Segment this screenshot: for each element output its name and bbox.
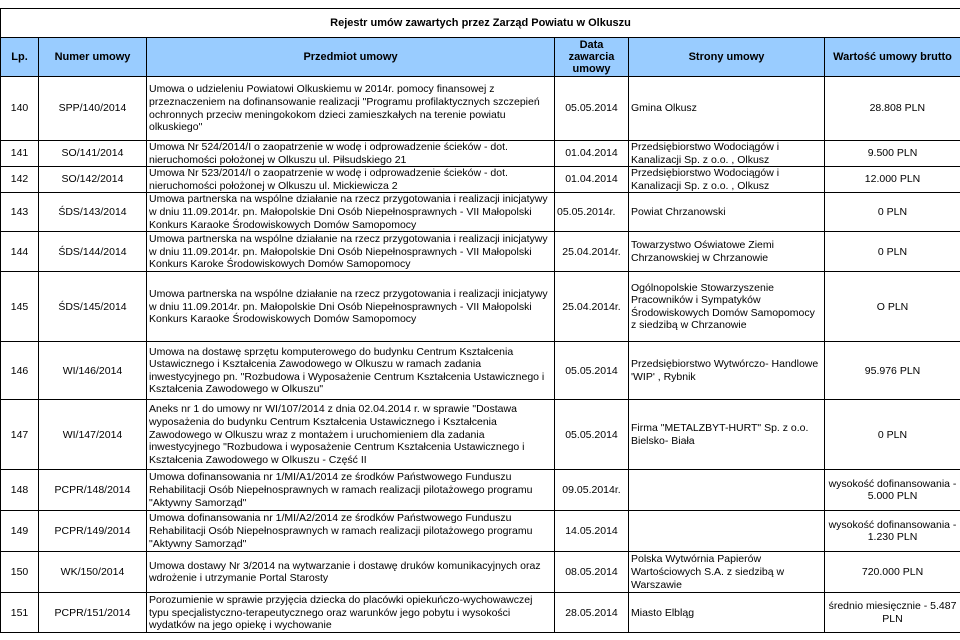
cell-strony: Przedsiębiorstwo Wodociągów i Kanalizacji Sp. z o.o. , Olkusz [629,167,825,193]
cell-przedmiot: Umowa dofinansowania nr 1/MI/A2/2014 ze środków Państwowego Funduszu Rehabilitacji Osób Niepełnosprawnych w ramach realizacji pilotażowego programu "Aktywny Samorząd" [147,511,555,552]
cell-strony: Miasto Elbląg [629,593,825,633]
cell-lp: 145 [1,272,39,342]
cell-wartosc: 0 PLN [825,193,960,232]
cell-numer: SO/141/2014 [39,141,147,167]
cell-wartosc: 9.500 PLN [825,141,960,167]
cell-data: 05.05.2014 [555,77,629,141]
cell-wartosc: 28.808 PLN [825,77,960,141]
cell-wartosc: 12.000 PLN [825,167,960,193]
table-row [1,342,960,400]
cell-data: 25.04.2014r. [555,272,629,342]
cell-strony: Powiat Chrzanowski [629,193,825,232]
cell-strony: Towarzystwo Oświatowe Ziemi Chrzanowskiej w Chrzanowie [629,232,825,272]
table-row [1,77,960,141]
table-row [1,552,960,593]
cell-data: 09.05.2014r. [555,470,629,511]
table-row [1,141,960,167]
cell-strony: Ogólnopolskie Stowarzyszenie Pracowników i Sympatyków Środowiskowych Domów Samopomocy z siedzibą w Chrzanowie [629,272,825,342]
cell-lp: 149 [1,511,39,552]
cell-numer: WI/146/2014 [39,342,147,400]
cell-data: 08.05.2014 [555,552,629,593]
cell-strony [629,470,825,511]
table-row [1,470,960,511]
cell-wartosc: średnio miesięcznie - 5.487 PLN [825,593,960,633]
cell-numer: ŚDS/144/2014 [39,232,147,272]
cell-lp: 141 [1,141,39,167]
cell-przedmiot: Umowa Nr 524/2014/I o zaopatrzenie w wodę i odprowadzenie ścieków - dot. nieruchomości położonej w Olkuszu ul. Piłsudskiego 21 [147,141,555,167]
cell-lp: 150 [1,552,39,593]
cell-numer: PCPR/149/2014 [39,511,147,552]
cell-data: 05.05.2014 [555,400,629,470]
cell-lp: 142 [1,167,39,193]
cell-lp: 147 [1,400,39,470]
cell-numer: PCPR/148/2014 [39,470,147,511]
cell-strony: Gmina Olkusz [629,77,825,141]
cell-data: 01.04.2014 [555,141,629,167]
cell-wartosc: wysokość dofinansowania - 5.000 PLN [825,470,960,511]
cell-przedmiot: Umowa na dostawę sprzętu komputerowego do budynku Centrum Kształcenia Ustawicznego i Kształcenia Zawodowego w Olkuszu w ramach zadania inwestycyjnego pn. "Rozbudowa i Wyposażenie Centrum Kształcenia Ustawicznego i Kształcenia Zawodowego w Olkuszu" [147,342,555,400]
col-header-strony: Strony umowy [629,38,825,77]
cell-przedmiot: Umowa partnerska na wspólne działanie na rzecz przygotowania i realizacji inicjatywy w dniu 11.09.2014r. pn. Małopolskie Dni Osób Niepełnosprawnych - VII Małopolski Konkurs Karoke Środowiskowych Domów Samopomocy [147,232,555,272]
table-row [1,232,960,272]
cell-data: 05.05.2014r. [555,193,629,232]
col-header-data: Data zawarcia umowy [555,38,629,77]
cell-wartosc: 0 PLN [825,232,960,272]
cell-data: 05.05.2014 [555,342,629,400]
cell-strony: Przedsiębiorstwo Wodociągów i Kanalizacji Sp. z o.o. , Olkusz [629,141,825,167]
contracts-register-table [0,8,960,633]
cell-wartosc: O PLN [825,272,960,342]
cell-przedmiot: Umowa partnerska na wspólne działanie na rzecz przygotowania i realizacji inicjatywy w dniu 11.09.2014r. pn. Małopolskie Dni Osób Niepełnosprawnych - VII Małopolski Konkurs Karaoke Środowiskowych Domów Samopomocy [147,193,555,232]
table-row [1,167,960,193]
cell-numer: ŚDS/145/2014 [39,272,147,342]
cell-lp: 146 [1,342,39,400]
cell-wartosc: wysokość dofinansowania - 1.230 PLN [825,511,960,552]
cell-wartosc: 95.976 PLN [825,342,960,400]
cell-data: 14.05.2014 [555,511,629,552]
cell-wartosc: 720.000 PLN [825,552,960,593]
table-row [1,193,960,232]
cell-przedmiot: Umowa dostawy Nr 3/2014 na wytwarzanie i dostawę druków komunikacyjnych oraz wdrożenie i utrzymanie Portal Starosty [147,552,555,593]
cell-numer: WI/147/2014 [39,400,147,470]
cell-lp: 144 [1,232,39,272]
cell-przedmiot: Aneks nr 1 do umowy nr WI/107/2014 z dnia 02.04.2014 r. w sprawie "Dostawa wyposażenia do budynku Centrum Kształcenia Ustawicznego i Kształcenia Zawodowego w Olkuszu wraz z montażem i uruchomieniem dla zadania inwestycyjnego "Rozbudowa i wyposażenie Centrum Kształcenia Ustawicznego i Kształcenia Zawodowego w Olkuszu - Część II [147,400,555,470]
table-row [1,272,960,342]
cell-lp: 140 [1,77,39,141]
cell-strony: Przedsiębiorstwo Wytwórczo- Handlowe 'WIP' , Rybnik [629,342,825,400]
cell-przedmiot: Umowa dofinansowania nr 1/MI/A1/2014 ze środków Państwowego Funduszu Rehabilitacji Osób Niepełnosprawnych w ramach realizacji pilotażowego programu "Aktywny Samorząd" [147,470,555,511]
cell-przedmiot: Umowa o udzieleniu Powiatowi Olkuskiemu w 2014r. pomocy finansowej z przeznaczeniem na dofinansowanie realizacji "Programu profilaktycznych szczepień ochronnych przeciw meningokokom dzieci zamieszkałych na terenie powiatu olkuskiego" [147,77,555,141]
table-row [1,400,960,470]
col-header-numer: Numer umowy [39,38,147,77]
cell-strony [629,511,825,552]
cell-numer: ŚDS/143/2014 [39,193,147,232]
cell-wartosc: 0 PLN [825,400,960,470]
col-header-przedmiot: Przedmiot umowy [147,38,555,77]
cell-lp: 148 [1,470,39,511]
cell-przedmiot: Umowa partnerska na wspólne działanie na rzecz przygotowania i realizacji inicjatywy w dniu 11.09.2014r. pn. Małopolskie Dni Osób Niepełnosprawnych - VII Małopolski Konkurs Karaoke Środowiskowych Domów Samopomocy [147,272,555,342]
cell-lp: 143 [1,193,39,232]
cell-przedmiot: Umowa Nr 523/2014/I o zaopatrzenie w wodę i odprowadzenie ścieków - dot. nieruchomości położonej w Olkuszu ul. Mickiewicza 2 [147,167,555,193]
cell-numer: WK/150/2014 [39,552,147,593]
cell-numer: SPP/140/2014 [39,77,147,141]
cell-numer: SO/142/2014 [39,167,147,193]
cell-numer: PCPR/151/2014 [39,593,147,633]
header-row [1,38,960,77]
table-row [1,511,960,552]
cell-data: 28.05.2014 [555,593,629,633]
cell-lp: 151 [1,593,39,633]
register-title: Rejestr umów zawartych przez Zarząd Powiatu w Olkuszu [1,9,960,38]
cell-data: 25.04.2014r. [555,232,629,272]
cell-strony: Polska Wytwórnia Papierów Wartościowych S.A. z siedzibą w Warszawie [629,552,825,593]
cell-data: 01.04.2014 [555,167,629,193]
table-row [1,593,960,633]
cell-strony: Firma "METALZBYT-HURT" Sp. z o.o. Bielsko- Biała [629,400,825,470]
col-header-lp: Lp. [1,38,39,77]
cell-przedmiot: Porozumienie w sprawie przyjęcia dziecka do placówki opiekuńczo-wychowawczej typu specjalistyczno-terapeutycznego oraz warunków jego pobytu i wysokości wydatków na jego opiekę i wychowanie [147,593,555,633]
col-header-wartosc: Wartość umowy brutto [825,38,960,77]
